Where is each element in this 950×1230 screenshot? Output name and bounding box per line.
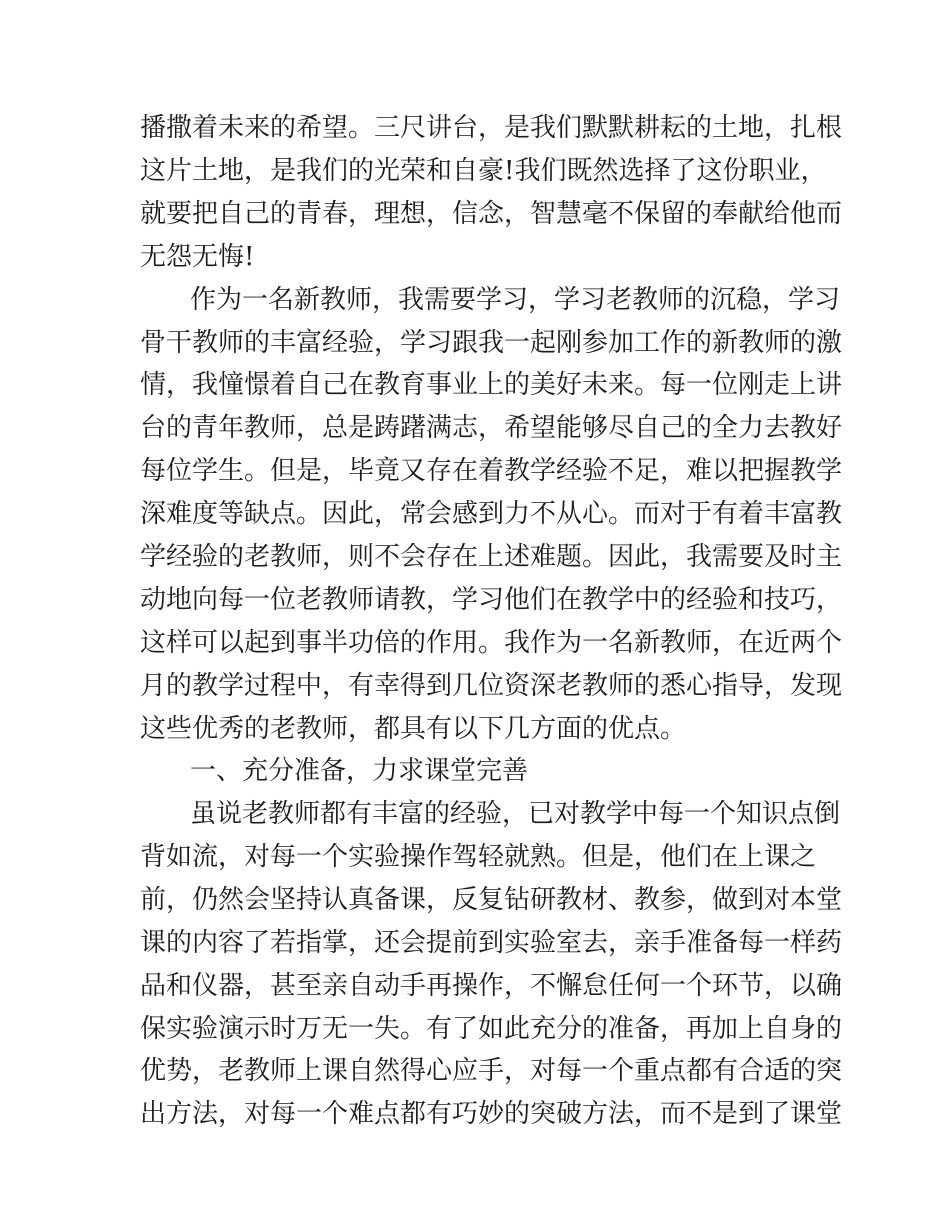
- text-line: 骨干教师的丰富经验，学习跟我一起刚参加工作的新教师的激: [140, 328, 843, 358]
- text-line: 这片土地，是我们的光荣和自豪!我们既然选择了这份职业，: [140, 156, 827, 186]
- text-line: 出方法，对每一个难点都有巧妙的突破方法，而不是到了课堂: [140, 1099, 843, 1129]
- text-line: 每位学生。但是，毕竟又存在着教学经验不足，难以把握教学: [140, 456, 843, 486]
- text-line: 背如流，对每一个实验操作驾轻就熟。但是，他们在上课之: [140, 842, 817, 872]
- text-line: 这样可以起到事半功倍的作用。我作为一名新教师，在近两个: [140, 628, 843, 658]
- text-line: 前，仍然会坚持认真备课，反复钻研教材、教参，做到对本堂: [140, 885, 843, 915]
- text-line: 深难度等缺点。因此，常会感到力不从心。而对于有着丰富教: [140, 499, 843, 529]
- text-line: 保实验演示时万无一失。有了如此充分的准备，再加上自身的: [140, 1014, 843, 1044]
- text-line: 台的青年教师，总是踌躇满志，希望能够尽自己的全力去教好: [140, 413, 843, 443]
- text-line: 月的教学过程中，有幸得到几位资深老教师的悉心指导，发现: [140, 671, 843, 701]
- text-line: 学经验的老教师，则不会存在上述难题。因此，我需要及时主: [140, 542, 843, 572]
- text-line: 就要把自己的青春，理想，信念，智慧毫不保留的奉献给他而: [140, 199, 843, 229]
- text-line: 情，我憧憬着自己在教育事业上的美好未来。每一位刚走上讲: [140, 370, 843, 400]
- text-line: 这些优秀的老教师，都具有以下几方面的优点。: [140, 714, 687, 744]
- text-line: 动地向每一位老教师请教，学习他们在教学中的经验和技巧，: [140, 585, 843, 615]
- text-line: 课的内容了若指掌，还会提前到实验室去，亲手准备每一样药: [140, 928, 843, 958]
- paragraph-start-line: 作为一名新教师，我需要学习，学习老教师的沉稳，学习: [190, 285, 841, 315]
- text-line: 无怨无悔!: [140, 242, 255, 272]
- paragraph-start-line: 虽说老教师都有丰富的经验，已对教学中每一个知识点倒: [190, 799, 841, 829]
- text-line: 品和仪器，甚至亲自动手再操作，不懈怠任何一个环节，以确: [140, 971, 843, 1001]
- text-line: 播撒着未来的希望。三尺讲台，是我们默默耕耘的土地，扎根: [140, 113, 843, 143]
- section-heading: 一、充分准备，力求课堂完善: [190, 756, 529, 786]
- text-line: 优势，老教师上课自然得心应手，对每一个重点都有合适的突: [140, 1056, 843, 1086]
